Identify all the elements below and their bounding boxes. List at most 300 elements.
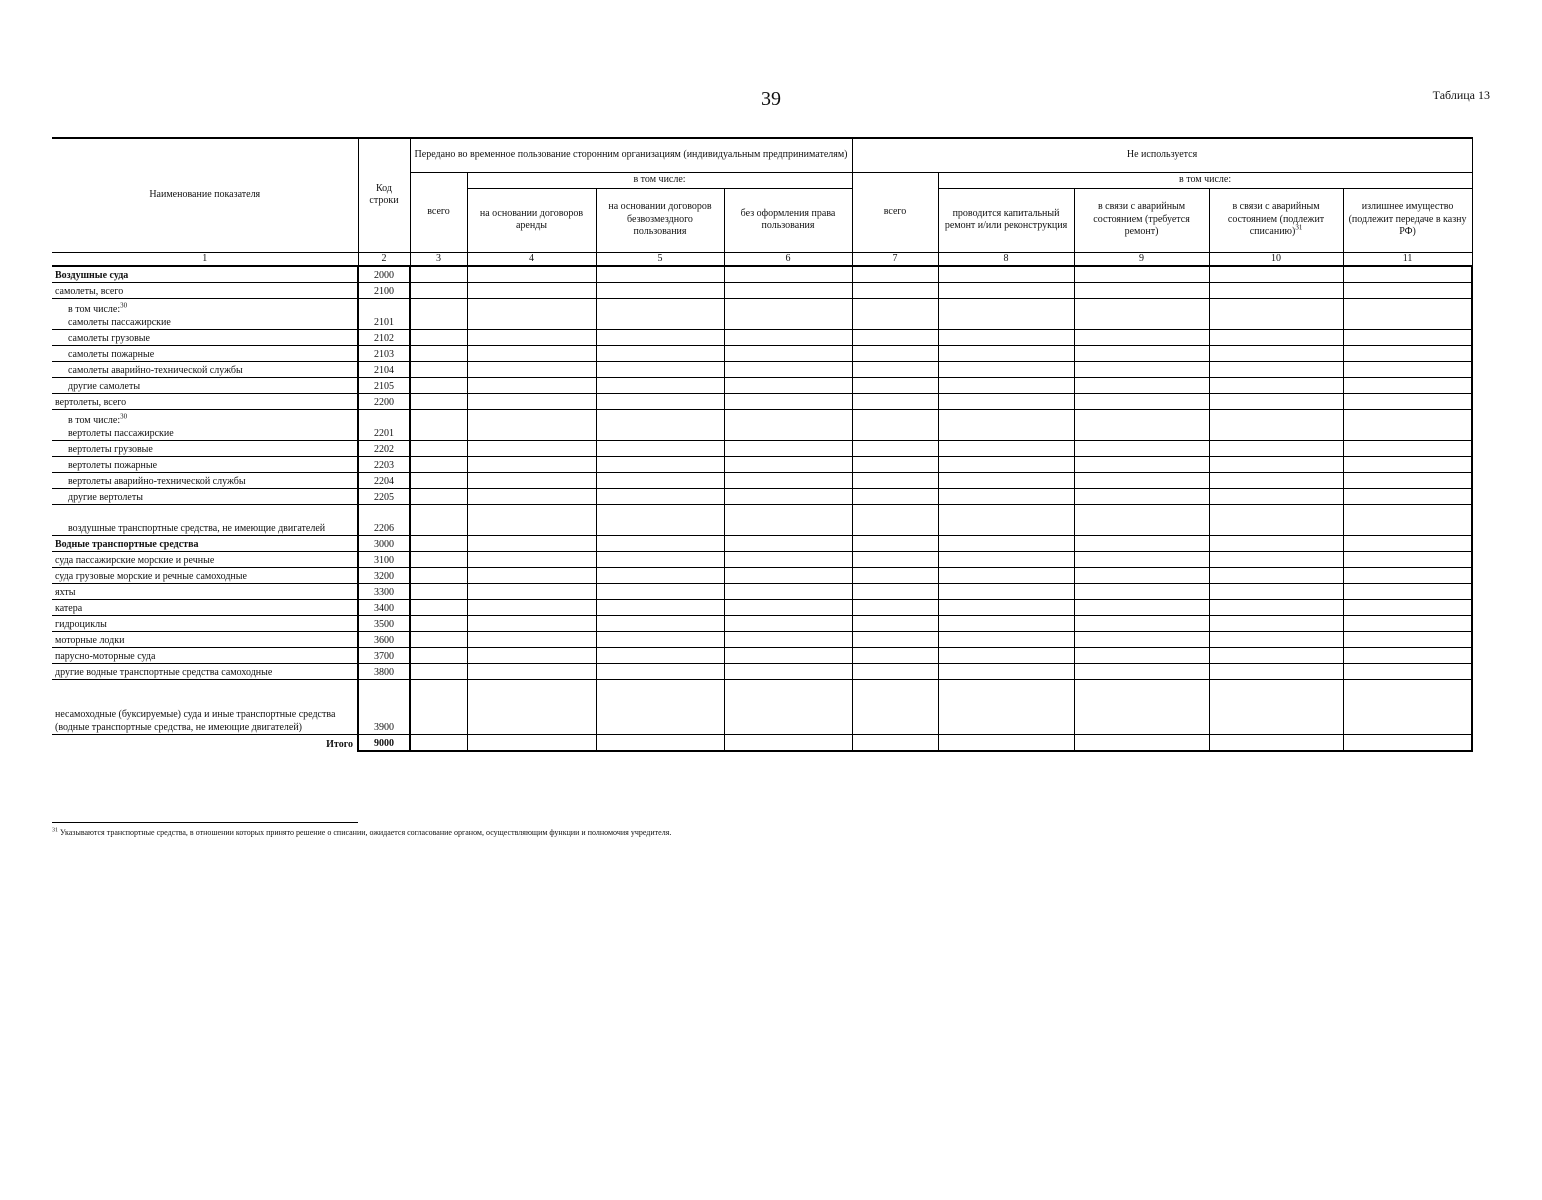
value-cell[interactable] [724, 648, 852, 664]
row-code: 2201 [358, 410, 410, 441]
value-cell[interactable] [1074, 648, 1209, 664]
value-cell[interactable] [852, 441, 938, 457]
value-cell[interactable] [596, 362, 724, 378]
value-cell[interactable] [938, 457, 1074, 473]
value-cell[interactable] [1074, 735, 1209, 752]
table-row [52, 441, 1472, 457]
value-cell[interactable] [410, 552, 467, 568]
column-number: 8 [938, 252, 1074, 266]
value-cell[interactable] [596, 536, 724, 552]
value-cell[interactable] [410, 299, 467, 330]
value-cell[interactable] [852, 378, 938, 394]
row-label: вертолеты грузовые [68, 443, 153, 455]
table-row [52, 489, 1472, 505]
value-cell[interactable] [1209, 299, 1343, 330]
value-cell[interactable] [1209, 362, 1343, 378]
value-cell[interactable] [938, 568, 1074, 584]
value-cell[interactable] [596, 283, 724, 299]
value-cell[interactable] [938, 346, 1074, 362]
value-cell[interactable] [596, 330, 724, 346]
value-cell[interactable] [467, 568, 596, 584]
value-cell[interactable] [596, 489, 724, 505]
value-cell[interactable] [410, 441, 467, 457]
row-code: 2000 [358, 266, 410, 283]
row-label: самолеты аварийно-технической службы [68, 364, 243, 376]
value-cell[interactable] [1343, 536, 1472, 552]
value-cell[interactable] [724, 283, 852, 299]
value-cell[interactable] [596, 441, 724, 457]
row-label: самолеты пассажирские [68, 316, 171, 328]
value-cell[interactable] [938, 632, 1074, 648]
value-cell[interactable] [938, 584, 1074, 600]
value-cell[interactable] [1074, 283, 1209, 299]
header-group-transferred: Передано во временное пользование сторонним организациям (индивидуальным предпринимателям) [410, 138, 852, 172]
value-cell[interactable] [1209, 552, 1343, 568]
value-cell[interactable] [467, 505, 596, 536]
value-cell[interactable] [1074, 473, 1209, 489]
value-cell[interactable] [1343, 441, 1472, 457]
row-name [52, 648, 358, 664]
value-cell[interactable] [467, 299, 596, 330]
value-cell[interactable] [852, 410, 938, 441]
value-cell[interactable] [938, 394, 1074, 410]
value-cell[interactable] [852, 362, 938, 378]
table-row [52, 632, 1472, 648]
value-cell[interactable] [410, 664, 467, 680]
value-cell[interactable] [852, 584, 938, 600]
value-cell[interactable] [852, 473, 938, 489]
row-including-label: в том числе: [68, 304, 121, 315]
row-name [52, 299, 358, 330]
header-surplus: излишнее имущество (подлежит передаче в казну РФ) [1343, 188, 1472, 252]
value-cell[interactable] [938, 473, 1074, 489]
value-cell[interactable] [852, 536, 938, 552]
value-cell[interactable] [938, 552, 1074, 568]
value-cell[interactable] [467, 600, 596, 616]
value-cell[interactable] [938, 648, 1074, 664]
row-label: парусно-моторные суда [55, 650, 156, 662]
value-cell[interactable] [410, 616, 467, 632]
value-cell[interactable] [724, 441, 852, 457]
column-numbers-row [52, 252, 1472, 266]
value-cell[interactable] [1209, 568, 1343, 584]
value-cell[interactable] [724, 473, 852, 489]
header-code: Код строки [358, 138, 410, 252]
value-cell[interactable] [724, 330, 852, 346]
value-cell[interactable] [938, 299, 1074, 330]
value-cell[interactable] [1343, 362, 1472, 378]
value-cell[interactable] [1343, 552, 1472, 568]
column-number: 6 [724, 252, 852, 266]
value-cell[interactable] [724, 505, 852, 536]
value-cell[interactable] [596, 616, 724, 632]
row-label: воздушные транспортные средства, не имеющие двигателей [68, 522, 326, 534]
value-cell[interactable] [1074, 489, 1209, 505]
value-cell[interactable] [852, 266, 938, 283]
value-cell[interactable] [1209, 394, 1343, 410]
value-cell[interactable] [724, 680, 852, 735]
value-cell[interactable] [1074, 568, 1209, 584]
value-cell[interactable] [1209, 441, 1343, 457]
value-cell[interactable] [724, 552, 852, 568]
value-cell[interactable] [1074, 680, 1209, 735]
value-cell[interactable] [410, 536, 467, 552]
value-cell[interactable] [1209, 410, 1343, 441]
value-cell[interactable] [467, 648, 596, 664]
value-cell[interactable] [852, 648, 938, 664]
value-cell[interactable] [1343, 299, 1472, 330]
header-emergency-writeoff-label: в связи с аварийным состоянием (подлежит списанию) [1227, 201, 1325, 238]
row-label: Водные транспортные средства [55, 538, 199, 550]
value-cell[interactable] [724, 600, 852, 616]
value-cell[interactable] [1074, 457, 1209, 473]
value-cell[interactable] [410, 632, 467, 648]
value-cell[interactable] [938, 505, 1074, 536]
value-cell[interactable] [1343, 584, 1472, 600]
value-cell[interactable] [596, 457, 724, 473]
value-cell[interactable] [938, 600, 1074, 616]
column-number: 2 [358, 252, 410, 266]
value-cell[interactable] [1343, 568, 1472, 584]
value-cell[interactable] [596, 299, 724, 330]
value-cell[interactable] [1209, 616, 1343, 632]
value-cell[interactable] [596, 378, 724, 394]
value-cell[interactable] [467, 410, 596, 441]
row-label: вертолеты пассажирские [68, 427, 174, 439]
value-cell[interactable] [1343, 266, 1472, 283]
value-cell[interactable] [410, 457, 467, 473]
value-cell[interactable] [724, 299, 852, 330]
value-cell[interactable] [852, 283, 938, 299]
table-row [52, 568, 1472, 584]
value-cell[interactable] [938, 536, 1074, 552]
value-cell[interactable] [1343, 489, 1472, 505]
row-label: несамоходные (буксируемые) суда и иные транспортные средства (водные транспортные средства, не имеющие двигателей) [55, 709, 336, 733]
value-cell[interactable] [410, 473, 467, 489]
value-cell[interactable] [1074, 441, 1209, 457]
value-cell[interactable] [1209, 632, 1343, 648]
value-cell[interactable] [1343, 632, 1472, 648]
value-cell[interactable] [410, 266, 467, 283]
value-cell[interactable] [1343, 410, 1472, 441]
value-cell[interactable] [596, 632, 724, 648]
value-cell[interactable] [938, 441, 1074, 457]
value-cell[interactable] [852, 394, 938, 410]
value-cell[interactable] [724, 664, 852, 680]
table-row [52, 680, 1472, 735]
value-cell[interactable] [1074, 505, 1209, 536]
value-cell[interactable] [596, 584, 724, 600]
value-cell[interactable] [596, 568, 724, 584]
value-cell[interactable] [596, 600, 724, 616]
value-cell[interactable] [852, 664, 938, 680]
value-cell[interactable] [724, 362, 852, 378]
value-cell[interactable] [938, 266, 1074, 283]
footnote-text: Указываются транспортные средства, в отношении которых принято решение о списании, ожидается согласование органом, осуществляющим функции и полномочия учредителя. [60, 828, 672, 837]
header-unused-including: в том числе: [938, 172, 1472, 188]
value-cell[interactable] [852, 616, 938, 632]
row-label: яхты [55, 586, 76, 598]
row-code: 2204 [358, 473, 410, 489]
value-cell[interactable] [467, 735, 596, 752]
row-label: вертолеты аварийно-технической службы [68, 475, 246, 487]
value-cell[interactable] [1343, 346, 1472, 362]
row-name [52, 489, 358, 505]
value-cell[interactable] [1209, 600, 1343, 616]
row-code: 3600 [358, 632, 410, 648]
value-cell[interactable] [467, 489, 596, 505]
table-row [52, 394, 1472, 410]
value-cell[interactable] [852, 299, 938, 330]
value-cell[interactable] [596, 664, 724, 680]
value-cell[interactable] [1074, 552, 1209, 568]
footnote-ref: 30 [120, 301, 128, 310]
row-code: 2202 [358, 441, 410, 457]
value-cell[interactable] [410, 600, 467, 616]
total-row [52, 735, 1472, 752]
row-code: 3000 [358, 536, 410, 552]
value-cell[interactable] [410, 489, 467, 505]
value-cell[interactable] [938, 283, 1074, 299]
value-cell[interactable] [467, 457, 596, 473]
value-cell[interactable] [467, 441, 596, 457]
value-cell[interactable] [1074, 299, 1209, 330]
value-cell[interactable] [467, 266, 596, 283]
row-label: вертолеты, всего [55, 396, 127, 408]
value-cell[interactable] [938, 330, 1074, 346]
row-code: 3400 [358, 600, 410, 616]
column-number: 4 [467, 252, 596, 266]
header-group-unused: Не используется [852, 138, 1472, 172]
value-cell[interactable] [852, 680, 938, 735]
value-cell[interactable] [1209, 266, 1343, 283]
value-cell[interactable] [467, 632, 596, 648]
column-number: 1 [52, 252, 358, 266]
value-cell[interactable] [1209, 505, 1343, 536]
row-code: 3200 [358, 568, 410, 584]
value-cell[interactable] [1074, 600, 1209, 616]
row-name [52, 346, 358, 362]
value-cell[interactable] [467, 616, 596, 632]
value-cell[interactable] [1209, 378, 1343, 394]
value-cell[interactable] [410, 568, 467, 584]
value-cell[interactable] [410, 648, 467, 664]
value-cell[interactable] [1343, 283, 1472, 299]
row-code: 3700 [358, 648, 410, 664]
value-cell[interactable] [852, 346, 938, 362]
value-cell[interactable] [467, 330, 596, 346]
value-cell[interactable] [1209, 664, 1343, 680]
value-cell[interactable] [1074, 362, 1209, 378]
value-cell[interactable] [938, 664, 1074, 680]
header-unused-total: всего [852, 172, 938, 252]
value-cell[interactable] [724, 632, 852, 648]
value-cell[interactable] [1209, 584, 1343, 600]
value-cell[interactable] [1074, 394, 1209, 410]
value-cell[interactable] [724, 735, 852, 752]
row-code: 3800 [358, 664, 410, 680]
table-row [52, 505, 1472, 536]
table-row [52, 378, 1472, 394]
value-cell[interactable] [1343, 473, 1472, 489]
row-label: Воздушные суда [55, 269, 129, 281]
value-cell[interactable] [724, 394, 852, 410]
value-cell[interactable] [596, 473, 724, 489]
value-cell[interactable] [596, 346, 724, 362]
value-cell[interactable] [938, 362, 1074, 378]
row-name [52, 600, 358, 616]
value-cell[interactable] [467, 664, 596, 680]
table-row [52, 266, 1472, 283]
value-cell[interactable] [1074, 410, 1209, 441]
value-cell[interactable] [467, 536, 596, 552]
value-cell[interactable] [724, 346, 852, 362]
value-cell[interactable] [467, 378, 596, 394]
value-cell[interactable] [1074, 536, 1209, 552]
value-cell[interactable] [410, 680, 467, 735]
value-cell[interactable] [1209, 346, 1343, 362]
value-cell[interactable] [1074, 584, 1209, 600]
table-row [52, 410, 1472, 441]
value-cell[interactable] [938, 489, 1074, 505]
header-lease: на основании договоров аренды [467, 188, 596, 252]
row-label: суда грузовые морские и речные самоходные [55, 570, 247, 582]
value-cell[interactable] [938, 680, 1074, 735]
value-cell[interactable] [724, 489, 852, 505]
row-label: суда пассажирские морские и речные [55, 554, 215, 566]
value-cell[interactable] [596, 394, 724, 410]
value-cell[interactable] [852, 457, 938, 473]
value-cell[interactable] [938, 378, 1074, 394]
value-cell[interactable] [724, 584, 852, 600]
value-cell[interactable] [467, 346, 596, 362]
value-cell[interactable] [724, 536, 852, 552]
value-cell[interactable] [852, 330, 938, 346]
value-cell[interactable] [852, 489, 938, 505]
value-cell[interactable] [724, 568, 852, 584]
value-cell[interactable] [852, 505, 938, 536]
row-name [52, 410, 358, 441]
value-cell[interactable] [596, 266, 724, 283]
value-cell[interactable] [1209, 680, 1343, 735]
row-name [52, 584, 358, 600]
value-cell[interactable] [1343, 394, 1472, 410]
table-header [52, 138, 1472, 266]
value-cell[interactable] [1074, 346, 1209, 362]
row-name [52, 632, 358, 648]
value-cell[interactable] [1209, 735, 1343, 752]
value-cell[interactable] [1209, 648, 1343, 664]
row-name [52, 441, 358, 457]
value-cell[interactable] [410, 378, 467, 394]
value-cell[interactable] [467, 362, 596, 378]
column-number: 9 [1074, 252, 1209, 266]
value-cell[interactable] [1343, 648, 1472, 664]
value-cell[interactable] [1074, 664, 1209, 680]
value-cell[interactable] [467, 473, 596, 489]
value-cell[interactable] [1209, 457, 1343, 473]
value-cell[interactable] [724, 266, 852, 283]
value-cell[interactable] [410, 346, 467, 362]
value-cell[interactable] [1074, 378, 1209, 394]
value-cell[interactable] [1209, 283, 1343, 299]
value-cell[interactable] [410, 505, 467, 536]
value-cell[interactable] [596, 410, 724, 441]
footnote-ref: 31 [1295, 223, 1303, 232]
value-cell[interactable] [1209, 489, 1343, 505]
value-cell[interactable] [852, 632, 938, 648]
value-cell[interactable] [1343, 680, 1472, 735]
header-capital-repair: проводится капитальный ремонт и/или реконструкция [938, 188, 1074, 252]
value-cell[interactable] [1343, 457, 1472, 473]
row-name [52, 330, 358, 346]
value-cell[interactable] [724, 378, 852, 394]
value-cell[interactable] [410, 283, 467, 299]
value-cell[interactable] [1343, 378, 1472, 394]
value-cell[interactable] [1343, 505, 1472, 536]
value-cell[interactable] [410, 362, 467, 378]
value-cell[interactable] [1209, 473, 1343, 489]
value-cell[interactable] [410, 394, 467, 410]
value-cell[interactable] [724, 457, 852, 473]
row-label: вертолеты пожарные [68, 459, 158, 471]
value-cell[interactable] [410, 410, 467, 441]
value-cell[interactable] [1074, 616, 1209, 632]
value-cell[interactable] [938, 616, 1074, 632]
value-cell[interactable] [852, 552, 938, 568]
value-cell[interactable] [410, 735, 467, 752]
value-cell[interactable] [1343, 664, 1472, 680]
value-cell[interactable] [1343, 735, 1472, 752]
value-cell[interactable] [1074, 632, 1209, 648]
value-cell[interactable] [724, 616, 852, 632]
row-name [52, 536, 358, 552]
value-cell[interactable] [724, 410, 852, 441]
value-cell[interactable] [1343, 616, 1472, 632]
value-cell[interactable] [596, 680, 724, 735]
value-cell[interactable] [596, 648, 724, 664]
row-code: 2203 [358, 457, 410, 473]
value-cell[interactable] [596, 552, 724, 568]
value-cell[interactable] [596, 505, 724, 536]
value-cell[interactable] [852, 735, 938, 752]
table-row [52, 584, 1472, 600]
value-cell[interactable] [410, 330, 467, 346]
value-cell[interactable] [467, 394, 596, 410]
value-cell[interactable] [852, 568, 938, 584]
row-code: 2100 [358, 283, 410, 299]
value-cell[interactable] [1074, 266, 1209, 283]
value-cell[interactable] [938, 410, 1074, 441]
value-cell[interactable] [410, 584, 467, 600]
value-cell[interactable] [467, 552, 596, 568]
value-cell[interactable] [1343, 600, 1472, 616]
value-cell[interactable] [1209, 330, 1343, 346]
value-cell[interactable] [467, 283, 596, 299]
value-cell[interactable] [1209, 536, 1343, 552]
value-cell[interactable] [596, 735, 724, 752]
row-code: 2102 [358, 330, 410, 346]
footnote-number: 31 [52, 827, 58, 834]
value-cell[interactable] [467, 584, 596, 600]
row-name [52, 457, 358, 473]
value-cell[interactable] [852, 600, 938, 616]
value-cell[interactable] [938, 735, 1074, 752]
value-cell[interactable] [1074, 330, 1209, 346]
column-number: 10 [1209, 252, 1343, 266]
value-cell[interactable] [467, 680, 596, 735]
value-cell[interactable] [1343, 330, 1472, 346]
